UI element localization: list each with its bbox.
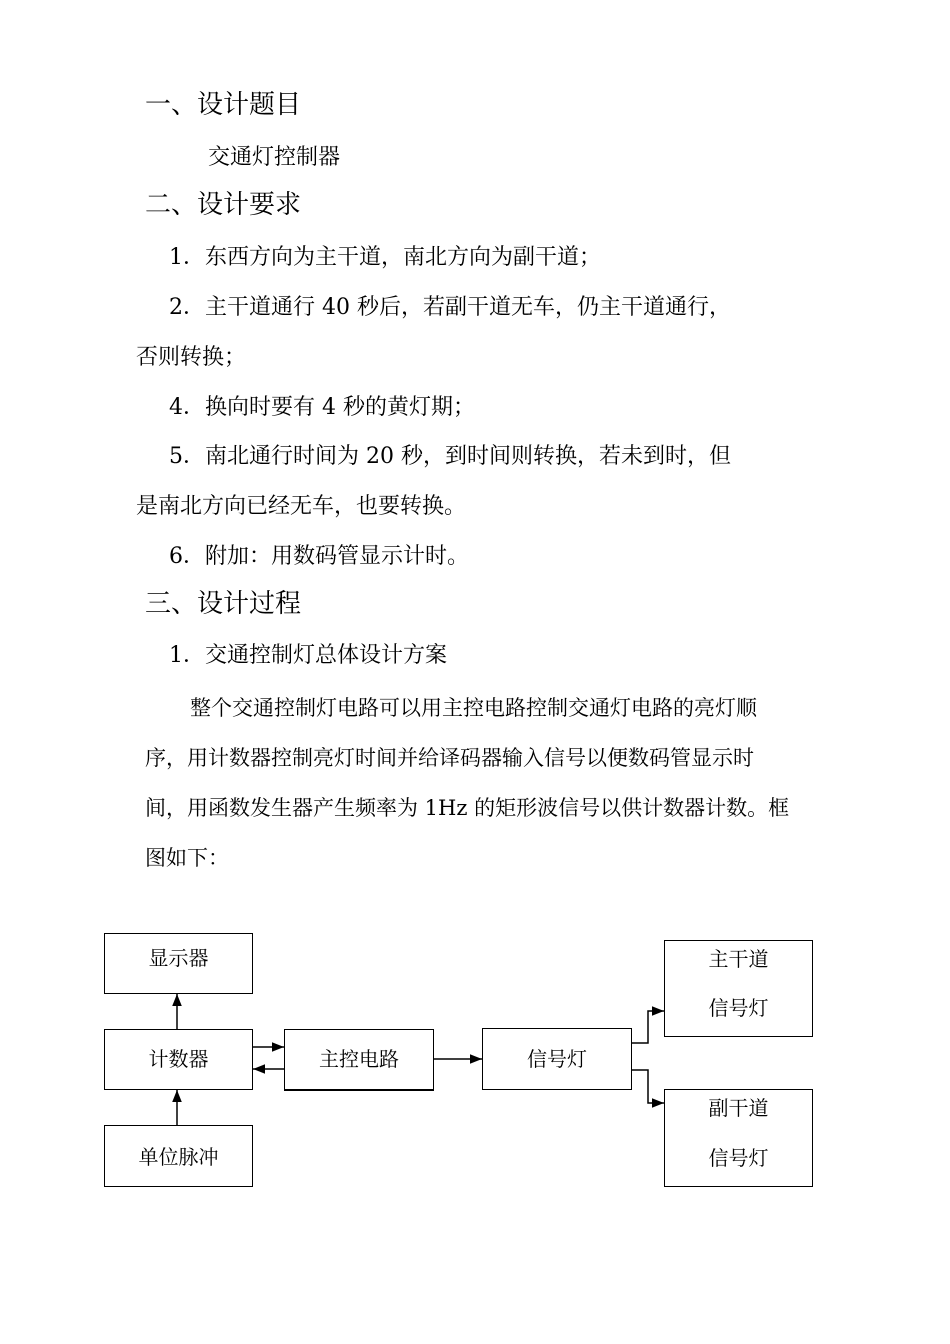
main-road-label: 主干道 [708, 947, 769, 971]
arrow-signal-to-side-road [632, 1070, 664, 1103]
requirement-6: 6．附加：用数码管显示计时。 [169, 544, 469, 569]
pulse-block [104, 1125, 253, 1187]
paragraph-line-2: 序，用计数器控制亮灯时间并给译码器输入信号以便数码管显示时 [145, 746, 754, 770]
arrow-signal-to-main-road [632, 1011, 664, 1043]
main-road-signal-block [664, 940, 813, 1037]
requirement-5-cont: 是南北方向已经无车，也要转换。 [136, 494, 467, 519]
display-block [104, 933, 253, 994]
section-1-body: 交通灯控制器 [208, 145, 341, 170]
section-2-heading: 二、设计要求 [145, 190, 302, 220]
side-road-signal-block [664, 1089, 813, 1187]
requirement-1: 1．东西方向为主干道，南北方向为副干道； [169, 245, 601, 270]
main-control-label: 主控电路 [319, 1047, 399, 1071]
section-3-heading: 三、设计过程 [145, 589, 302, 619]
requirement-4: 4．换向时要有 4 秒的黄灯期； [169, 395, 475, 420]
requirement-2-cont: 否则转换； [136, 345, 247, 370]
display-label: 显示器 [148, 946, 209, 970]
main-road-signal-label: 信号灯 [708, 996, 769, 1020]
pulse-label: 单位脉冲 [138, 1145, 219, 1169]
side-road-signal-label: 信号灯 [708, 1146, 769, 1170]
paragraph-line-1: 整个交通控制灯电路可以用主控电路控制交通灯电路的亮灯顺 [190, 696, 757, 720]
requirement-5: 5．南北通行时间为 20 秒，到时间则转换，若未到时，但 [169, 444, 731, 469]
counter-label: 计数器 [148, 1047, 209, 1071]
section-3-subheading: 1．交通控制灯总体设计方案 [169, 643, 447, 668]
signal-light-block [482, 1028, 632, 1090]
paragraph-line-3: 间，用函数发生器产生频率为 1Hz 的矩形波信号以供计数器计数。框 [145, 796, 790, 820]
side-road-label: 副干道 [708, 1096, 769, 1120]
section-1-heading: 一、设计题目 [145, 90, 302, 120]
requirement-2: 2．主干道通行 40 秒后，若副干道无车，仍主干道通行， [169, 295, 731, 320]
signal-light-label: 信号灯 [527, 1047, 587, 1071]
counter-block [104, 1029, 253, 1090]
main-control-block [284, 1029, 434, 1091]
paragraph-line-4: 图如下： [145, 846, 229, 870]
